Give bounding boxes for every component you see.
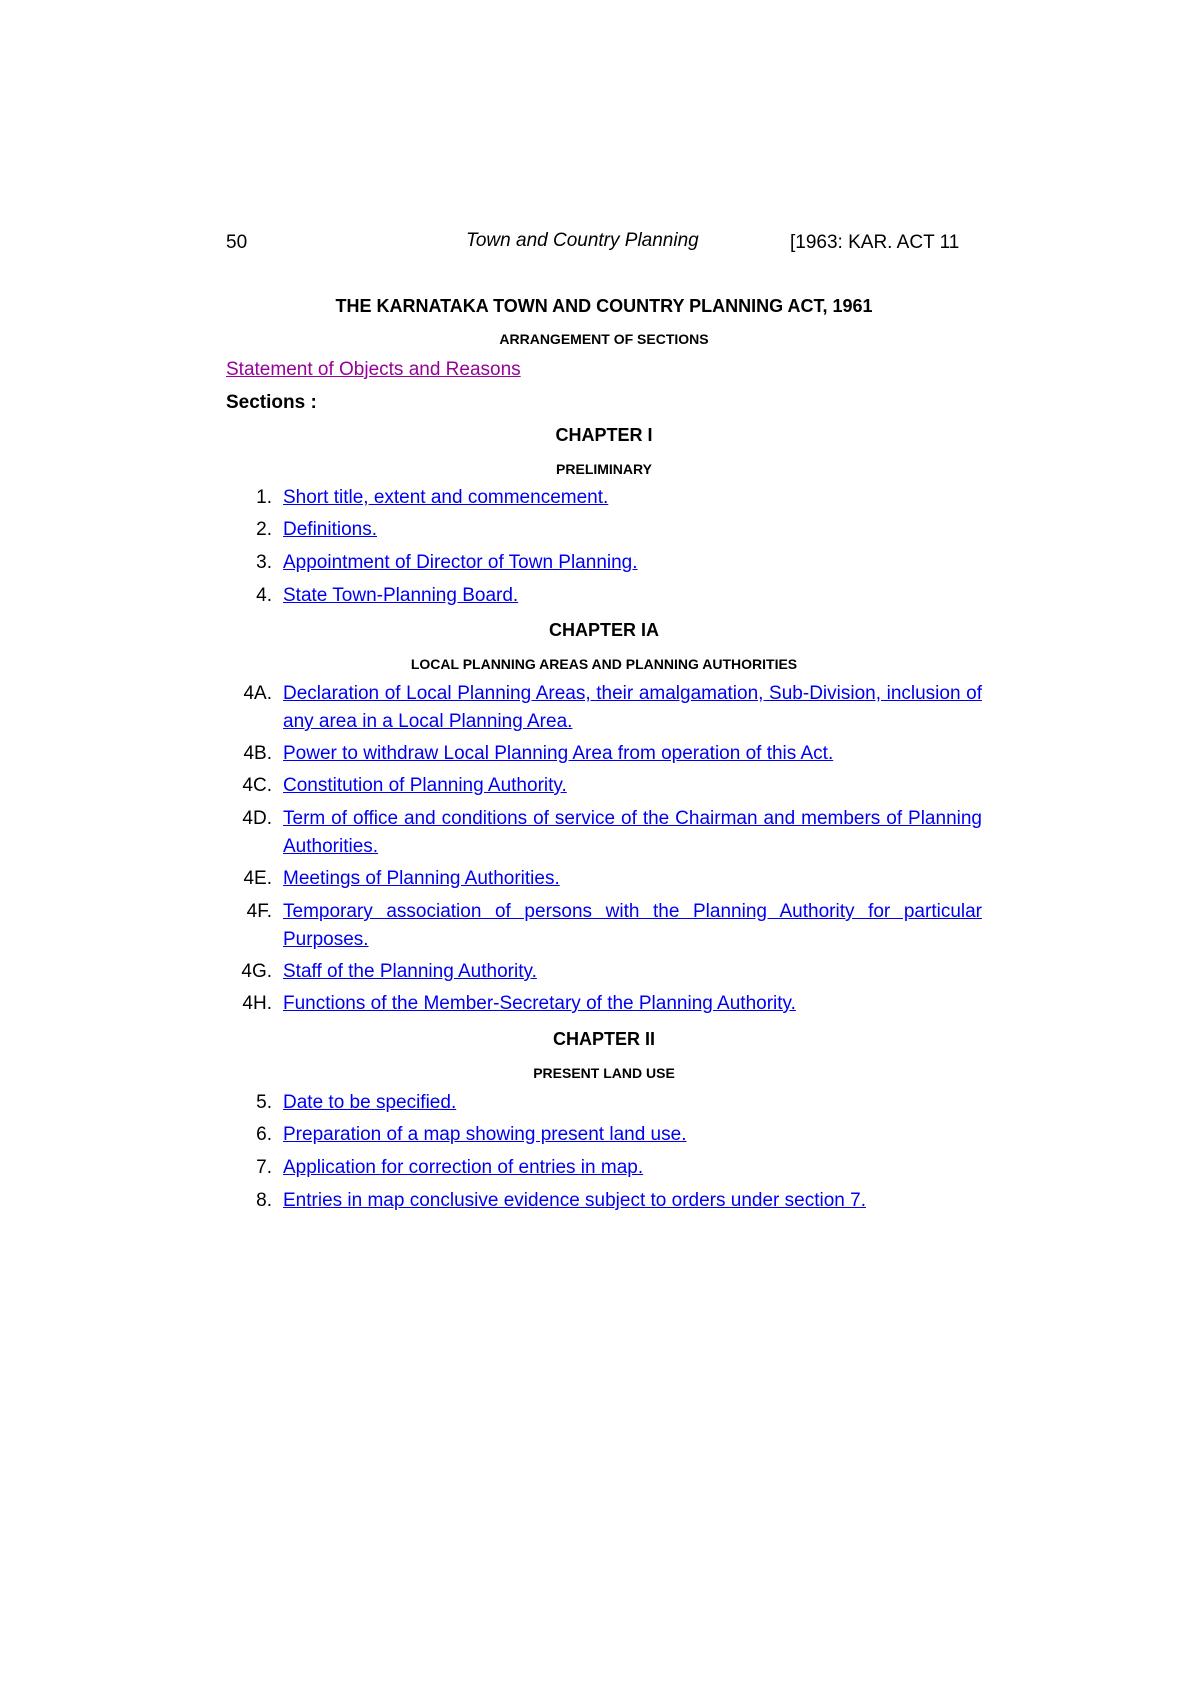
section-link[interactable]: Constitution of Planning Authority. (283, 775, 567, 796)
section-link[interactable]: Date to be specified. (283, 1092, 457, 1113)
chapter-subheading: LOCAL PLANNING AREAS AND PLANNING AUTHORITIES (410, 656, 798, 672)
section-number: 1. (256, 487, 272, 508)
section-link[interactable]: Power to withdraw Local Planning Area from operation of this Act. (283, 743, 834, 764)
sections-label: Sections : (226, 392, 317, 413)
chapter-heading: CHAPTER II (552, 1029, 655, 1049)
section-link[interactable]: Definitions. (283, 519, 377, 540)
section-number: 4G. (241, 961, 272, 982)
chapter-subheading: PRELIMINARY (556, 461, 652, 477)
act-reference: [1963: KAR. ACT 11 (790, 232, 960, 253)
running-header (226, 230, 982, 258)
section-link[interactable]: Application for correction of entries in map. (283, 1157, 644, 1178)
section-link[interactable]: Appointment of Director of Town Planning. (283, 552, 638, 573)
section-link[interactable]: Preparation of a map showing present land use. (283, 1124, 687, 1145)
section-number: 7. (256, 1157, 272, 1178)
page-number: 50 (226, 232, 248, 253)
section-link[interactable]: Meetings of Planning Authorities. (283, 868, 560, 889)
section-number: 4H. (242, 993, 272, 1014)
section-link[interactable]: Staff of the Planning Authority. (283, 961, 537, 982)
section-number: 8. (256, 1190, 272, 1211)
section-number: 4E. (243, 868, 272, 889)
section-link[interactable]: Declaration of Local Planning Areas, their amalgamation, Sub-Division, inclusion of any area in a Local Planning Area. (283, 683, 982, 732)
section-link[interactable]: Term of office and conditions of service of the Chairman and members of Planning Authorities. (283, 808, 982, 857)
running-title: Town and Country Planning (466, 230, 699, 251)
section-link[interactable]: Functions of the Member-Secretary of the Planning Authority. (283, 993, 796, 1014)
section-number: 5. (256, 1092, 272, 1113)
statement-of-objects-link[interactable]: Statement of Objects and Reasons (226, 359, 521, 380)
section-number: 4B. (243, 743, 272, 764)
section-number: 4C. (242, 775, 272, 796)
section-link[interactable]: Short title, extent and commencement. (283, 487, 609, 508)
section-link[interactable]: Temporary association of persons with the Planning Authority for particular Purposes. (283, 901, 982, 950)
section-number: 4A. (243, 683, 272, 704)
chapter-subheading: PRESENT LAND USE (533, 1065, 675, 1081)
section-number: 4D. (242, 808, 272, 829)
section-number: 6. (256, 1124, 272, 1145)
chapter-heading: CHAPTER I (555, 425, 653, 445)
document-subtitle: ARRANGEMENT OF SECTIONS (499, 331, 709, 347)
section-number: 2. (256, 519, 272, 540)
section-link[interactable]: State Town-Planning Board. (283, 585, 519, 606)
section-number: 3. (256, 552, 272, 573)
section-number: 4F. (246, 901, 272, 922)
section-link[interactable]: Entries in map conclusive evidence subject to orders under section 7. (283, 1190, 866, 1211)
chapter-heading: CHAPTER IA (548, 620, 659, 640)
section-number: 4. (256, 585, 272, 606)
document-title: THE KARNATAKA TOWN AND COUNTRY PLANNING ACT, 1961 (335, 296, 873, 316)
